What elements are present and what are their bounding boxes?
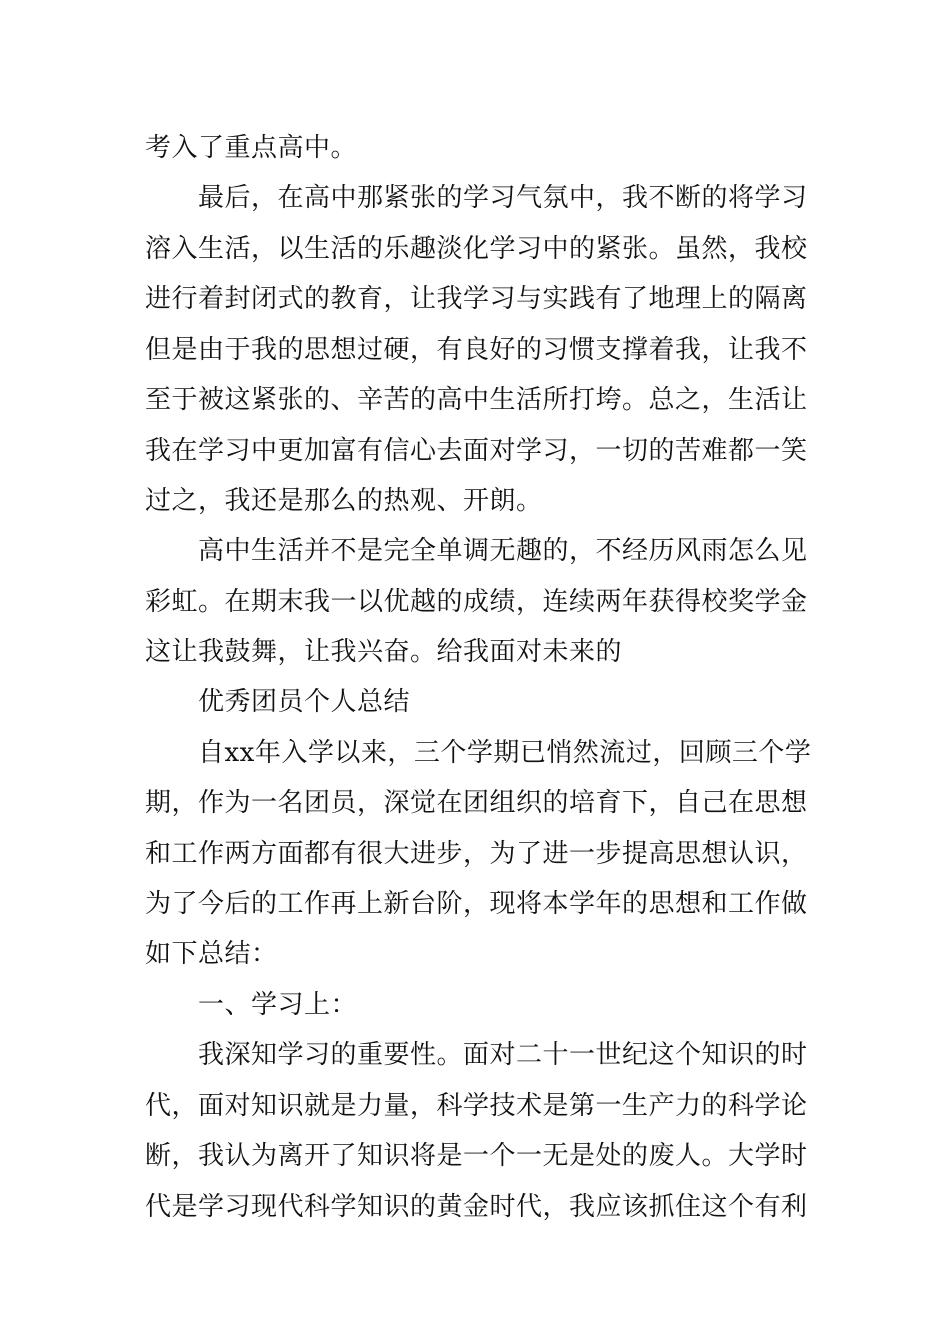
- paragraph-start-line: 我深知学习的重要性。面对二十一世纪这个知识的时: [198, 1040, 808, 1070]
- text-line: 这让我鼓舞，让我兴奋。给我面对未来的: [145, 637, 623, 667]
- text-line: 彩虹。在期末我一以优越的成绩，连续两年获得校奖学金: [145, 587, 808, 617]
- text-line: 但是由于我的思想过硬，有良好的习惯支撑着我，让我不: [145, 335, 808, 365]
- text-line: 至于被这紧张的、辛苦的高中生活所打垮。总之，生活让: [145, 385, 808, 415]
- text-line: 和工作两方面都有很大进步，为了进一步提高思想认识，: [145, 839, 808, 869]
- text-line: 如下总结：: [145, 939, 278, 969]
- text-line: 代是学习现代科学知识的黄金时代，我应该抓住这个有利: [145, 1192, 808, 1222]
- paragraph-start-line: 高中生活并不是完全单调无趣的，不经历风雨怎么见: [198, 536, 808, 566]
- text-line: 进行着封闭式的教育，让我学习与实践有了地理上的隔离: [145, 284, 808, 314]
- paragraph-start-line: 自xx年入学以来，三个学期已悄然流过，回顾三个学: [198, 738, 812, 768]
- text-line: 期，作为一名团员，深觉在团组织的培育下，自己在思想: [145, 788, 808, 818]
- text-line: 过之，我还是那么的热观、开朗。: [145, 486, 543, 516]
- text-line: 考入了重点高中。: [145, 133, 358, 163]
- text-line: 我在学习中更加富有信心去面对学习，一切的苦难都一笑: [145, 436, 808, 466]
- section-heading: 一、学习上：: [198, 990, 358, 1020]
- section-title: 优秀团员个人总结: [198, 687, 411, 717]
- text-line: 溶入生活，以生活的乐趣淡化学习中的紧张。虽然，我校: [145, 234, 808, 264]
- paragraph-start-line: 最后，在高中那紧张的学习气氛中，我不断的将学习: [198, 183, 808, 213]
- text-line: 代，面对知识就是力量，科学技术是第一生产力的科学论: [145, 1091, 808, 1121]
- text-line: 为了今后的工作再上新台阶，现将本学年的思想和工作做: [145, 889, 808, 919]
- text-line: 断，我认为离开了知识将是一个一无是处的废人。大学时: [145, 1141, 808, 1171]
